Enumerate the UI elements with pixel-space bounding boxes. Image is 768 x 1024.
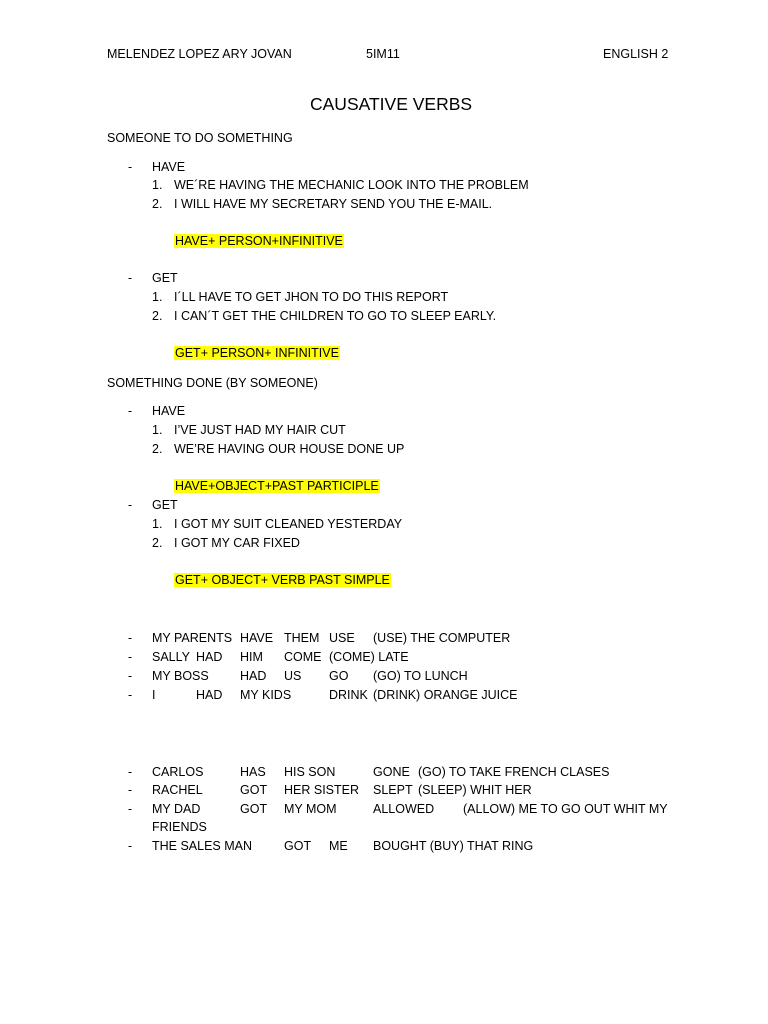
exercise-cell: I bbox=[152, 688, 156, 702]
list-item: WE’RE HAVING OUR HOUSE DONE UP bbox=[174, 442, 405, 456]
bullet-dash: - bbox=[128, 160, 133, 174]
exercise-cell: GO bbox=[329, 669, 349, 683]
exercise-cell: HAS bbox=[240, 765, 266, 779]
page-title: CAUSATIVE VERBS bbox=[310, 94, 473, 114]
list-item: I GOT MY SUIT CLEANED YESTERDAY bbox=[174, 517, 403, 531]
verb-label-get: GET bbox=[152, 498, 178, 512]
bullet-dash: - bbox=[128, 404, 133, 418]
list-number: 2. bbox=[152, 442, 163, 456]
bullet-dash: - bbox=[128, 802, 133, 816]
bullet-dash: - bbox=[128, 650, 133, 664]
verb-label-get: GET bbox=[152, 271, 178, 285]
section-heading-1: SOMEONE TO DO SOMETHING bbox=[107, 131, 293, 145]
formula-highlight: HAVE+ PERSON+INFINITIVE bbox=[175, 234, 343, 248]
exercise-cell: (DRINK) ORANGE JUICE bbox=[373, 688, 518, 702]
section-heading-2: SOMETHING DONE (BY SOMEONE) bbox=[107, 376, 318, 390]
bullet-dash: - bbox=[128, 631, 133, 645]
exercise-cell: MY PARENTS bbox=[152, 631, 233, 645]
bullet-dash: - bbox=[128, 669, 133, 683]
list-number: 1. bbox=[152, 517, 163, 531]
exercise-cell: CARLOS bbox=[152, 765, 204, 779]
list-item: I GOT MY CAR FIXED bbox=[174, 536, 300, 550]
exercise-cell: HAD bbox=[196, 650, 223, 664]
list-number: 2. bbox=[152, 197, 163, 211]
formula-highlight: GET+ OBJECT+ VERB PAST SIMPLE bbox=[175, 573, 390, 587]
exercise-cell: ALLOWED bbox=[373, 802, 435, 816]
list-number: 2. bbox=[152, 536, 163, 550]
bullet-dash: - bbox=[128, 783, 133, 797]
exercise-cell: THEM bbox=[284, 631, 320, 645]
exercise-cell: (USE) THE COMPUTER bbox=[373, 631, 511, 645]
exercise-cell: GOT bbox=[240, 802, 268, 816]
exercise-cell: HAD bbox=[240, 669, 267, 683]
list-number: 1. bbox=[152, 423, 163, 437]
exercise-cell: (GO) TO TAKE FRENCH CLASES bbox=[418, 765, 610, 779]
verb-label-have: HAVE bbox=[152, 404, 186, 418]
exercise-cell: MY DAD bbox=[152, 802, 201, 816]
exercise-cell: (ALLOW) ME TO GO OUT WHIT MY bbox=[463, 802, 668, 816]
list-number: 1. bbox=[152, 178, 163, 192]
list-item: WE´RE HAVING THE MECHANIC LOOK INTO THE PROBLEM bbox=[174, 178, 529, 192]
bullet-dash: - bbox=[128, 765, 133, 779]
exercise-cell: USE bbox=[329, 631, 355, 645]
exercise-cell: (COME) LATE bbox=[329, 650, 409, 664]
exercise-cell: GONE bbox=[373, 765, 410, 779]
exercise-cell: BOUGHT (BUY) THAT RING bbox=[373, 839, 534, 853]
list-number: 2. bbox=[152, 309, 163, 323]
exercise-cell: ME bbox=[329, 839, 348, 853]
verb-label-have: HAVE bbox=[152, 160, 186, 174]
exercise-cell: MY BOSS bbox=[152, 669, 209, 683]
list-item: I WILL HAVE MY SECRETARY SEND YOU THE E-MAIL. bbox=[174, 197, 493, 211]
exercise-cell: HIS SON bbox=[284, 765, 336, 779]
exercise-cell: MY MOM bbox=[284, 802, 337, 816]
exercise-cell-wrap: FRIENDS bbox=[152, 820, 207, 834]
exercise-cell: US bbox=[284, 669, 302, 683]
list-item: I’VE JUST HAD MY HAIR CUT bbox=[174, 423, 346, 437]
exercise-cell: GOT bbox=[284, 839, 312, 853]
exercise-cell: MY KIDS bbox=[240, 688, 292, 702]
exercise-cell: COME bbox=[284, 650, 322, 664]
bullet-dash: - bbox=[128, 688, 133, 702]
exercise-cell: SLEPT bbox=[373, 783, 413, 797]
student-name: MELENDEZ LOPEZ ARY JOVAN bbox=[107, 47, 292, 61]
exercise-cell: THE SALES MAN bbox=[152, 839, 253, 853]
exercise-cell: SALLY bbox=[152, 650, 190, 664]
exercise-cell: HER SISTER bbox=[284, 783, 360, 797]
list-number: 1. bbox=[152, 290, 163, 304]
bullet-dash: - bbox=[128, 271, 133, 285]
subject-name: ENGLISH 2 bbox=[603, 47, 669, 61]
exercise-cell: (GO) TO LUNCH bbox=[373, 669, 468, 683]
bullet-dash: - bbox=[128, 498, 133, 512]
exercise-cell: GOT bbox=[240, 783, 268, 797]
exercise-cell: RACHEL bbox=[152, 783, 203, 797]
exercise-cell: HIM bbox=[240, 650, 263, 664]
exercise-cell: (SLEEP) WHIT HER bbox=[418, 783, 532, 797]
group-code: 5IM11 bbox=[366, 47, 400, 61]
exercise-cell: HAVE bbox=[240, 631, 274, 645]
formula-highlight: HAVE+OBJECT+PAST PARTICIPLE bbox=[175, 479, 379, 493]
list-item: I CAN´T GET THE CHILDREN TO GO TO SLEEP EARLY. bbox=[174, 309, 497, 323]
bullet-dash: - bbox=[128, 839, 133, 853]
exercise-cell: HAD bbox=[196, 688, 223, 702]
exercise-cell: DRINK bbox=[329, 688, 368, 702]
formula-highlight: GET+ PERSON+ INFINITIVE bbox=[175, 346, 339, 360]
list-item: I´LL HAVE TO GET JHON TO DO THIS REPORT bbox=[174, 290, 449, 304]
